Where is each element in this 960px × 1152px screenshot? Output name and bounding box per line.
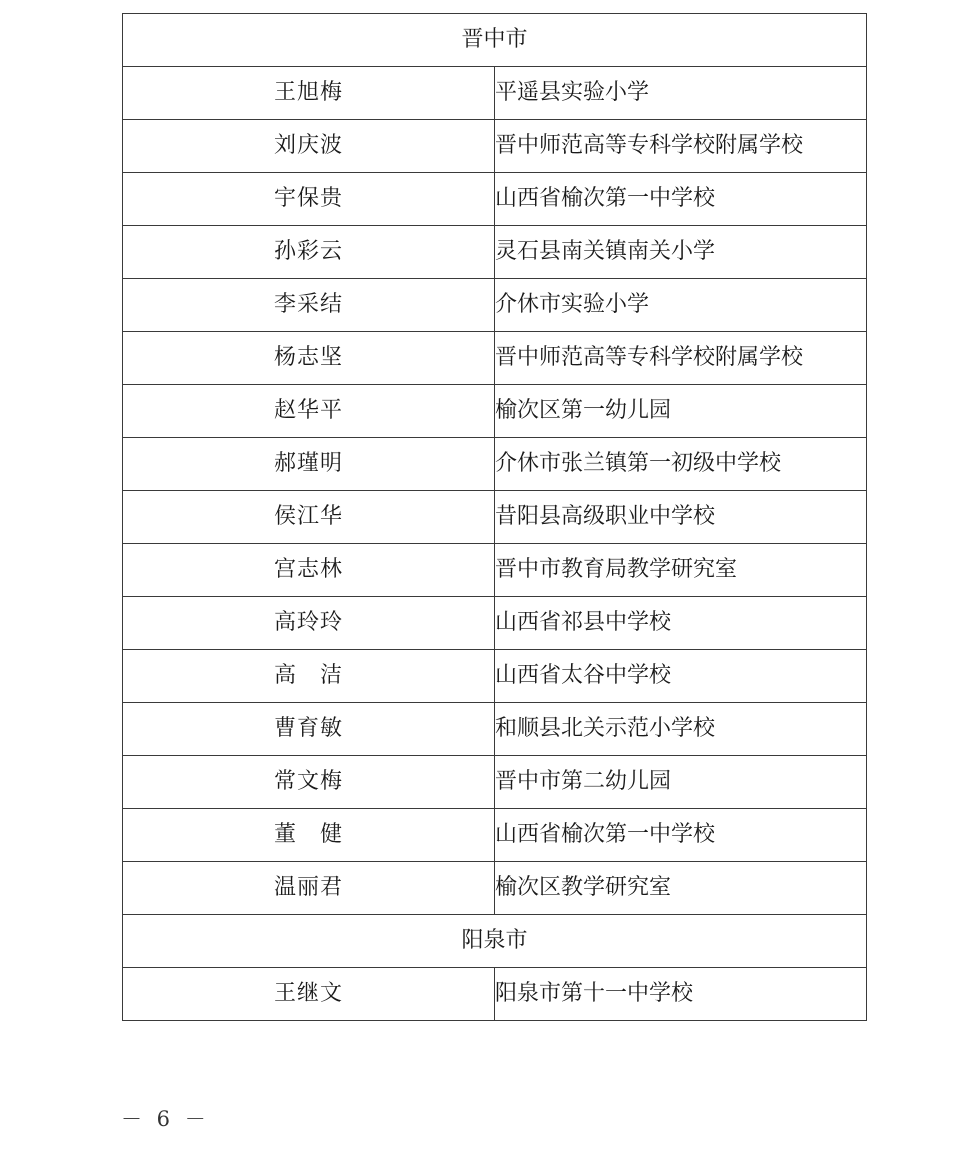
table-row xyxy=(123,862,867,915)
school-name: 介休市张兰镇第一初级中学校 xyxy=(495,438,867,491)
person-name: 王继文 xyxy=(123,968,495,1021)
table-row xyxy=(123,809,867,862)
person-name: 刘庆波 xyxy=(123,120,495,173)
school-name: 灵石县南关镇南关小学 xyxy=(495,226,867,279)
school-name: 山西省榆次第一中学校 xyxy=(495,809,867,862)
school-name: 山西省太谷中学校 xyxy=(495,650,867,703)
page-number: － 6 － xyxy=(121,1107,210,1131)
table-row xyxy=(123,491,867,544)
table-row xyxy=(123,438,867,491)
school-name: 平遥县实验小学 xyxy=(495,67,867,120)
school-name: 昔阳县高级职业中学校 xyxy=(495,491,867,544)
table-row xyxy=(123,385,867,438)
person-name: 宫志林 xyxy=(123,544,495,597)
person-name: 宇保贵 xyxy=(123,173,495,226)
person-name: 李采结 xyxy=(123,279,495,332)
person-name: 高 洁 xyxy=(123,650,495,703)
table-row xyxy=(123,968,867,1021)
person-name: 常文梅 xyxy=(123,756,495,809)
region-title: 阳泉市 xyxy=(123,915,867,968)
person-name: 孙彩云 xyxy=(123,226,495,279)
person-name: 杨志坚 xyxy=(123,332,495,385)
person-name: 曹育敏 xyxy=(123,703,495,756)
region-header-row xyxy=(123,14,867,67)
region-header-row xyxy=(123,915,867,968)
table-row xyxy=(123,120,867,173)
school-name: 山西省祁县中学校 xyxy=(495,597,867,650)
school-name: 榆次区教学研究室 xyxy=(495,862,867,915)
school-name: 介休市实验小学 xyxy=(495,279,867,332)
school-name: 山西省榆次第一中学校 xyxy=(495,173,867,226)
table-row xyxy=(123,226,867,279)
school-name: 晋中师范高等专科学校附属学校 xyxy=(495,120,867,173)
school-name: 晋中师范高等专科学校附属学校 xyxy=(495,332,867,385)
roster-body xyxy=(123,14,867,1021)
table-row xyxy=(123,332,867,385)
school-name: 和顺县北关示范小学校 xyxy=(495,703,867,756)
person-name: 郝瑾明 xyxy=(123,438,495,491)
person-name: 侯江华 xyxy=(123,491,495,544)
table-row xyxy=(123,173,867,226)
table-row xyxy=(123,650,867,703)
school-name: 晋中市教育局教学研究室 xyxy=(495,544,867,597)
person-name: 王旭梅 xyxy=(123,67,495,120)
school-name: 阳泉市第十一中学校 xyxy=(495,968,867,1021)
person-name: 董 健 xyxy=(123,809,495,862)
table-row xyxy=(123,703,867,756)
person-name: 赵华平 xyxy=(123,385,495,438)
table-row xyxy=(123,597,867,650)
region-title: 晋中市 xyxy=(123,14,867,67)
roster-table xyxy=(122,13,867,1021)
table-row xyxy=(123,67,867,120)
table-row xyxy=(123,544,867,597)
table-row xyxy=(123,756,867,809)
school-name: 榆次区第一幼儿园 xyxy=(495,385,867,438)
person-name: 温丽君 xyxy=(123,862,495,915)
school-name: 晋中市第二幼儿园 xyxy=(495,756,867,809)
person-name: 高玲玲 xyxy=(123,597,495,650)
table-row xyxy=(123,279,867,332)
